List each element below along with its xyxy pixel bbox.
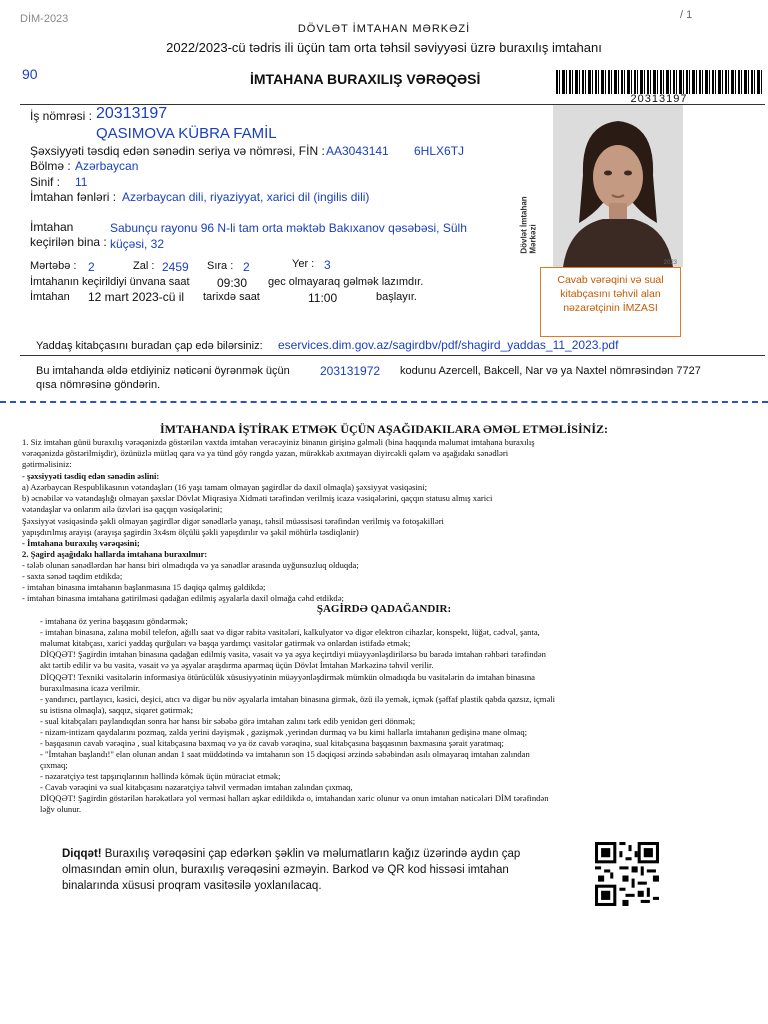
prohibit-line: - yandırıcı, partlayıcı, kəsici, deşici, atıcı və digər bu növ əşyalarla imtahan binasına girmək, özü ilə yemək, içmək (şəffaf plastik qabda qazsız, içməli <box>40 694 556 704</box>
prohibit-line: DİQQƏT! Texniki vasitələrin informasiya ötürücülük xüsusiyyətinin müəyyənləşdirmək mümkün olmadıqda bu vasitələrin də imtahan binasına <box>40 672 535 682</box>
page-indicator: / 1 <box>680 9 693 21</box>
footer-note-line-2: olmasından əmin olun, buraxılış vərəqəsini əzməyin. Barkod və QR kod hissəsi imtahan <box>62 864 509 876</box>
prohibit-title: ŞAGİRDƏ QADAĞANDIR: <box>316 603 452 615</box>
section-label: Bölmə : <box>30 159 71 173</box>
rules-line: - şəxsiyyəti təsdiq edən sənədin əslini: <box>22 471 160 481</box>
student-photo <box>553 105 683 267</box>
exam-prefix: İmtahan <box>30 291 70 303</box>
student-name: QASIMOVA KÜBRA FAMİL <box>96 125 277 142</box>
prohibit-line: - nizam-intizam qaydalarını pozmaq, zalda yerini dəyişmək , gəzişmək ,yerindən durmaq və bu kimi hallarla imtahanın gedişinə mane olmaq; <box>40 727 528 737</box>
work-number-label: İş nömrəsi : <box>30 109 93 123</box>
barcode-number: 20313197 <box>630 93 688 105</box>
venue-label-1: İmtahan <box>30 220 74 234</box>
prohibit-line: buraxılmasına icazə verilmir. <box>40 683 140 693</box>
footer-note <box>62 846 532 894</box>
sms-suffix: kodunu Azercell, Bakcell, Nar və ya Naxtel nömrəsindən 7727 <box>400 365 701 377</box>
prohibit-line: - "İmtahan başlandı!" elan olunan andan 1 saat müddətində və imtahanın son 15 dəqiqəsi ərzində səbəbindən asılı olmayaraq imtahan zalından <box>40 749 530 759</box>
photo-year: 2023 <box>663 260 677 266</box>
links-divider <box>20 355 765 356</box>
arrive-time: 09:30 <box>217 276 248 290</box>
form-number: 90 <box>22 66 38 82</box>
rules-line: - imtahan binasına imtahana gətirilməsi qadağan edilmiş əşyalarla daxil olmağa cəhd etdikdə; <box>22 593 344 603</box>
floor-label: Mərtəbə : <box>30 260 77 272</box>
footer-note-bold: Diqqət! <box>62 848 102 860</box>
memo-url-link[interactable]: eservices.dim.gov.az/sagirdbv/pdf/shagird_yaddas_11_2023.pdf <box>278 338 619 352</box>
rules-line: vətəndaşlar və onlarım ailə üzvləri isə qaçqın vəsiqələrini; <box>22 504 223 514</box>
row-value: 2 <box>243 260 250 274</box>
doc-code: DİM-2023 <box>20 13 69 25</box>
venue-label-2: keçirilən bina : <box>30 235 107 249</box>
prohibit-line: akt tərtib edilir və bu vasitə, vəsait və ya əşyalar araşdırma aparmaq üçün Dövlət İmtahan Mərkəzinə təhvil verilir. <box>40 660 434 670</box>
rules-line: - imtahan binasına imtahanın başlanmasına 15 dəqiqə qalmış gəldikdə; <box>22 582 266 592</box>
id-label: Şəxsiyyəti təsdiq edən sənədin seriya və nömrəsi, FİN : <box>30 144 325 158</box>
fin-code: 6HLX6TJ <box>414 144 465 158</box>
footer-note-line-1: Buraxılış vərəqəsini çap edərkən şəklin və məlumatların kağız üzərində aydın çap <box>101 848 521 860</box>
rules-line: vərəqənizdə göstərilmişdir), özünüzlə mütləq qara və ya tünd göy rəngdə yazan, mürəkkəb axıtmayan diyircəkli qələm və aşağıdakı sənədləri <box>22 448 509 458</box>
prohibit-line: - sual kitabçaları paylandıqdan sonra hər hansı bir səbəbə görə imtahan zalını tərk edib yenidən geri dönmək; <box>40 716 416 726</box>
qr-code <box>595 842 659 906</box>
prohibit-line: - imtahana öz yerinə başqasını göndərmək; <box>40 616 188 626</box>
sms-line-2: qısa nömrəsinə göndərin. <box>36 379 161 391</box>
prohibit-line: DİQQƏT! Şagirdin imtahan binasına qadağan edilmiş vasitə, vəsait və ya əşya keçirtdiyi müəyyənləşdirilərsə bu barədə imtahan rəhbəri tərəfindən <box>40 649 546 659</box>
prohibit-line: - nəzarətçiyə test tapşırıqlarının həllində kömək üçün müraciət etmək; <box>40 771 281 781</box>
memo-label: Yaddaş kitabçasını buradan çap edə bilərsiniz: <box>36 340 263 352</box>
work-number: 20313197 <box>96 105 168 122</box>
cut-line <box>0 401 768 403</box>
prohibit-line: - imtahan binasına, zalına mobil telefon, ağıllı saat və digər rabitə vasitələri, kalkulyator və digər elektron cihazlar, konspekt, lüğət, cədvəl, şanta, <box>40 627 540 637</box>
rules-line: b) əcnəbilər və vətəndaşlığı olmayan şəxslər Dövlət Miqrasiya Xidməti tərəfindən verilmiş icazə vəsiqələrini, qaçqın statusu almış xarici <box>22 493 493 503</box>
prohibit-line: DİQQƏT! Şagirdin göstərilən hərəkətlərə yol verməsi halları aşkar edildikdə o, imtahandan xaric olunur və onun imtahan nəticələri DİM tərəfindən <box>40 793 549 803</box>
footer-note-line-3: binalarında xüsusi proqram vasitəsilə yoxlanılacaq. <box>62 880 322 892</box>
prohibit-line: ləğv olunur. <box>40 804 82 814</box>
prohibit-list <box>40 616 690 816</box>
rules-line: a) Azərbaycan Respublikasının vətəndaşları (16 yaşı tamam olmayan şagirdlər də daxil olmaqla) şəxsiyyət vəsiqəsini; <box>22 482 427 492</box>
venue-line-2: küçəsi, 32 <box>110 237 165 251</box>
seat-label: Yer : <box>292 258 315 270</box>
prohibit-line: məlumat kitabçası, xarici yaddaş qurğuları və başqa yardımçı vasitələr gətirmək və onlardan istifadə etmək; <box>40 638 411 648</box>
arrive-suffix: gec olmayaraq gəlmək lazımdır. <box>268 276 424 288</box>
barcode <box>556 70 762 94</box>
prohibit-line: çıxmaq; <box>40 760 68 770</box>
class-label: Sinif : <box>30 175 61 189</box>
rules-line: yapışdırılmış arayışı (arayışa şagirdin 3x4sm ölçülü şəkli yapışdırılır və şəkil möhürlə təsdiqlənir) <box>22 527 359 537</box>
row-label: Sıra : <box>207 260 234 272</box>
rules-list <box>22 437 672 603</box>
hall-label: Zal : <box>133 260 155 272</box>
vertical-text-1: Dövlət İmtahan <box>519 196 529 254</box>
rules-line: Şəxsiyyət vəsiqəsində şəkli olmayan şagirdlər digər sənədlərlə yanaşı, təhsil müəssisəsi tərəfindən verilmiş və fotoşəkilləri <box>22 516 444 526</box>
exam-subtitle: 2022/2023-cü tədris ili üçün tam orta təhsil səviyyəsi üzrə buraxılış imtahanı <box>166 40 602 55</box>
rules-line: - saxta sənəd təqdim etdikdə; <box>22 571 123 581</box>
section-value: Azərbaycan <box>75 159 139 173</box>
floor-value: 2 <box>88 260 95 274</box>
rules-line: - tələb olunan sənədlərdən hər hansı biri olmadıqda və ya sənədlər arasında uyğunsuzluq olduqda; <box>22 560 359 570</box>
vertical-text-2: Mərkəzi <box>528 224 538 254</box>
sms-prefix: Bu imtahanda əldə etdiyiniz nəticəni öyrənmək üçün <box>36 365 290 377</box>
sms-code: 203131972 <box>320 364 381 378</box>
seat-value: 3 <box>324 258 331 272</box>
rules-line: - İmtahana buraxılış vərəqəsini; <box>22 538 140 548</box>
hall-value: 2459 <box>162 260 189 274</box>
subjects-value: Azərbaycan dili, riyaziyyat, xarici dil (ingilis dili) <box>122 190 370 204</box>
prohibit-line: - başqasının cavab vərəqinə , sual kitabçasına baxmaq və ya öz cavab vərəqinə, sual kitabçasına başqasının baxmasına şərait yaratmaq; <box>40 738 504 748</box>
exam-date: 12 mart 2023-cü il <box>88 290 185 304</box>
vertical-watermark <box>519 186 544 266</box>
id-number: AA3043141 <box>326 144 389 158</box>
page-title: İMTAHANA BURAXILIŞ VƏRƏQƏSİ <box>250 71 481 87</box>
rules-line: 1. Siz imtahan günü buraxılış vərəqənizdə göstərilən vaxtda imtahan verəcəyiniz binanın girişinə gəlməli (bina haqqında məlumat imtahana buraxılış <box>22 437 535 447</box>
arrive-prefix: İmtahanın keçirildiyi ünvana saat <box>30 276 190 288</box>
venue-line-1: Sabunçu rayonu 96 N-li tam orta məktəb Bakıxanov qəsəbəsi, Sülh <box>110 221 467 235</box>
signature-box: Cavab vərəqini və sual kitabçasını təhvil alan nəzarətçinin İMZASI <box>540 267 681 337</box>
rules-line: gətirməlisiniz: <box>22 459 72 469</box>
class-value: 11 <box>75 175 88 189</box>
prohibit-line: su istisna olmaqla), saqqız, siqaret gətirmək; <box>40 705 193 715</box>
rules-title: İMTAHANDA İŞTİRAK ETMƏK ÜÇÜN AŞAĞIDAKILARA ƏMƏL ETMƏLİSİNİZ: <box>160 422 608 436</box>
prohibit-line: - Cavab vərəqini və sual kitabçasını nəzarətçiyə təhvil vermədən imtahan zalından çıxmaq, <box>40 782 353 792</box>
rules-line: 2. Şagird aşağıdakı hallarda imtahana buraxılmır: <box>22 549 208 559</box>
org-name: DÖVLƏT İMTAHAN MƏRKƏZİ <box>297 23 471 35</box>
exam-mid: tarixdə saat <box>203 291 260 303</box>
exam-time: 11:00 <box>308 291 338 305</box>
subjects-label: İmtahan fənləri : <box>30 190 117 204</box>
exam-suffix: başlayır. <box>376 291 417 303</box>
